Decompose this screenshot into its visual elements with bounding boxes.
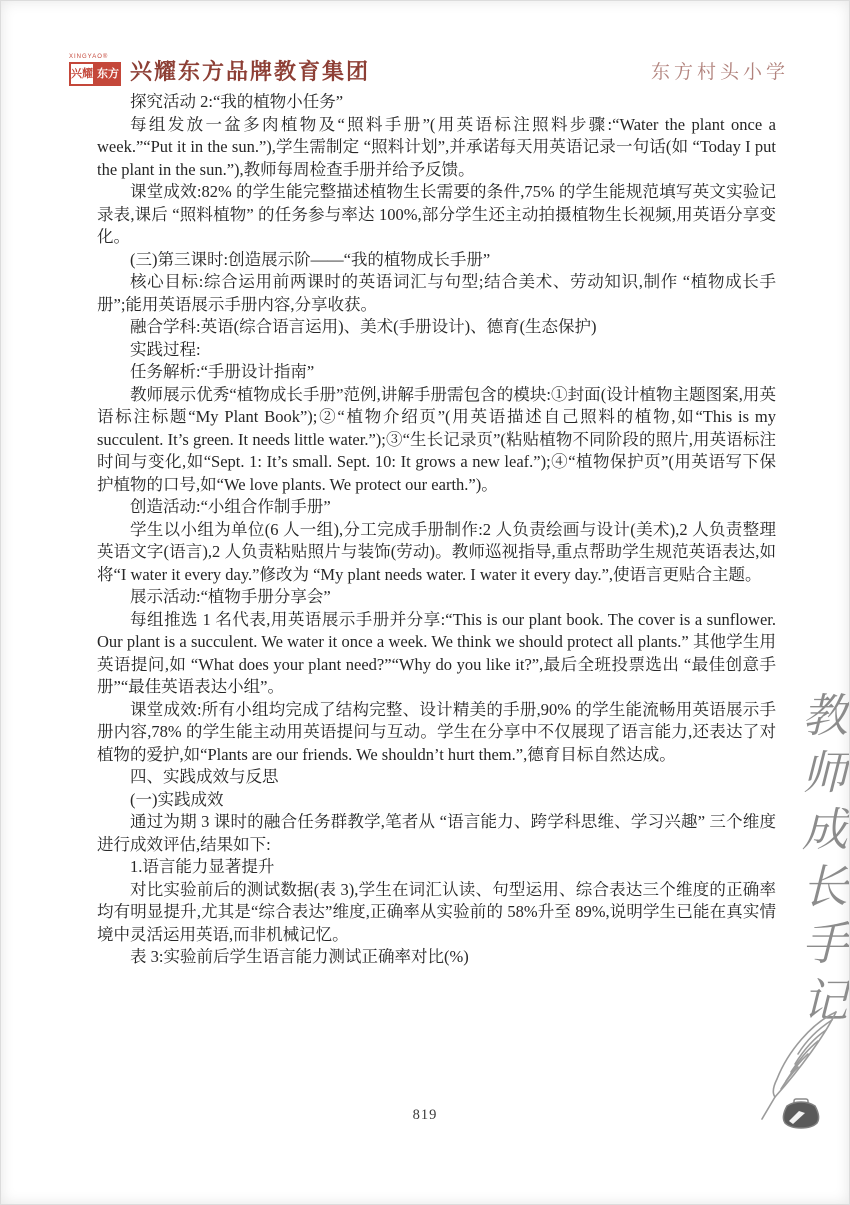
paragraph: 每组推选 1 名代表,用英语展示手册并分享:“This is our plant book. The cover is a sunflower. Our plant is a succulent. We water it once a week. We think we should protect all plants.” 其他学生用英语提问,如 “What does your plant need?”“Why do you like it?”,最后全班投票选出 “最佳创意手册”“最佳英语表达小组”。 [97, 609, 776, 696]
side-vertical-caption: 教师成长手记 [796, 691, 847, 1033]
paragraph: 教师展示优秀“植物成长手册”范例,讲解手册需包含的模块:①封面(设计植物主题图案,用英语标注标题“My Plant Book”);②“植物介绍页”(用英语描述自己照料的植物,如“This is my succulent. It’s green. It needs little water.”);③“生长记录页”(粘贴植物不同阶段的照片,用英语标注时间与变化,如“Sept. 1: It’s small. Sept. 10: It grows a new leaf.”);④“植物保护页”(用英语写下保护植物的口号,如“We love plants. We protect our earth.”)。 [97, 384, 776, 494]
paragraph: 展示活动:“植物手册分享会” [130, 587, 331, 606]
school-name: 东方村头小学 [650, 61, 789, 83]
page-header [69, 47, 789, 93]
paragraph: 创造活动:“小组合作制手册” [130, 497, 331, 516]
paragraph: 融合学科:英语(综合语言运用)、美术(手册设计)、德育(生态保护) [130, 317, 597, 336]
paragraph: 学生以小组为单位(6 人一组),分工完成手册制作:2 人负责绘画与设计(美术),2 人负责整理英语文字(语言),2 人负责粘贴照片与装饰(劳动)。教师巡视指导,重点帮助学生规范英语表达,如将“I water it every day.”修改为 “My plant needs water. I water it every day.”,使语言更贴合主题。 [97, 519, 776, 584]
paragraph: 课堂成效:所有小组均完成了结构完整、设计精美的手册,90% 的学生能流畅用英语展示手册内容,78% 的学生能主动用英语提问与互动。学生在分享中不仅展现了语言能力,还表达了对植物的爱护,如“Plants are our friends. We shouldn’t hurt them.”,德育目标自然达成。 [97, 699, 776, 764]
paragraph: 任务解析:“手册设计指南” [130, 362, 315, 381]
paragraph: 通过为期 3 课时的融合任务群教学,笔者从 “语言能力、跨学科思维、学习兴趣” 三个维度进行成效评估,结果如下: [97, 812, 776, 854]
paragraph: 课堂成效:82% 的学生能完整描述植物生长需要的条件,75% 的学生能规范填写英文实验记录表,课后 “照料植物” 的任务参与率达 100%,部分学生还主动拍摄植物生长视频,用英语分享变化。 [97, 182, 776, 246]
brand-seal-left: 兴耀 [69, 62, 95, 86]
paragraph: 1.语言能力显著提升 [130, 857, 275, 876]
brand-seal-small-text: XINGYAO® [69, 54, 109, 60]
page-number: 819 [412, 1107, 438, 1123]
paragraph: 探究活动 2:“我的植物小任务” [130, 92, 344, 111]
paragraph: 四、实践成效与反思 [130, 767, 279, 786]
brand-seal-right: 东方 [95, 62, 121, 86]
paragraph: (一)实践成效 [130, 789, 224, 809]
brand-title: 兴耀东方品牌教育集团 [130, 58, 371, 84]
brand-seal-stamp [69, 62, 121, 86]
paragraph: (三)第三课时:创造展示阶——“我的植物成长手册” [130, 249, 491, 269]
paragraph: 对比实验前后的测试数据(表 3),学生在词汇认读、句型运用、综合表达三个维度的正确率均有明显提升,尤其是“综合表达”维度,正确率从实验前的 58%升至 89%,说明学生已能在真实情境中灵活运用英语,而非机械记忆。 [97, 879, 776, 944]
brand-seal-icon [69, 54, 121, 86]
paragraph: 每组发放一盆多肉植物及“照料手册”(用英语标注照料步骤:“Water the plant once a week.”“Put it in the sun.”),学生需制定 “照料计划”,并承诺每天用英语记录一句话(如 “Today I put the plant in the sun.”),教师每周检查手册并给予反馈。 [97, 114, 776, 179]
paragraph: 表 3:实验前后学生语言能力测试正确率对比(%) [130, 947, 469, 966]
paragraph: 核心目标:综合运用前两课时的英语词汇与句型;结合美术、劳动知识,制作 “植物成长手册”;能用英语展示手册内容,分享收获。 [97, 272, 776, 314]
paragraph: 实践过程: [130, 339, 201, 359]
document-body [97, 91, 776, 969]
